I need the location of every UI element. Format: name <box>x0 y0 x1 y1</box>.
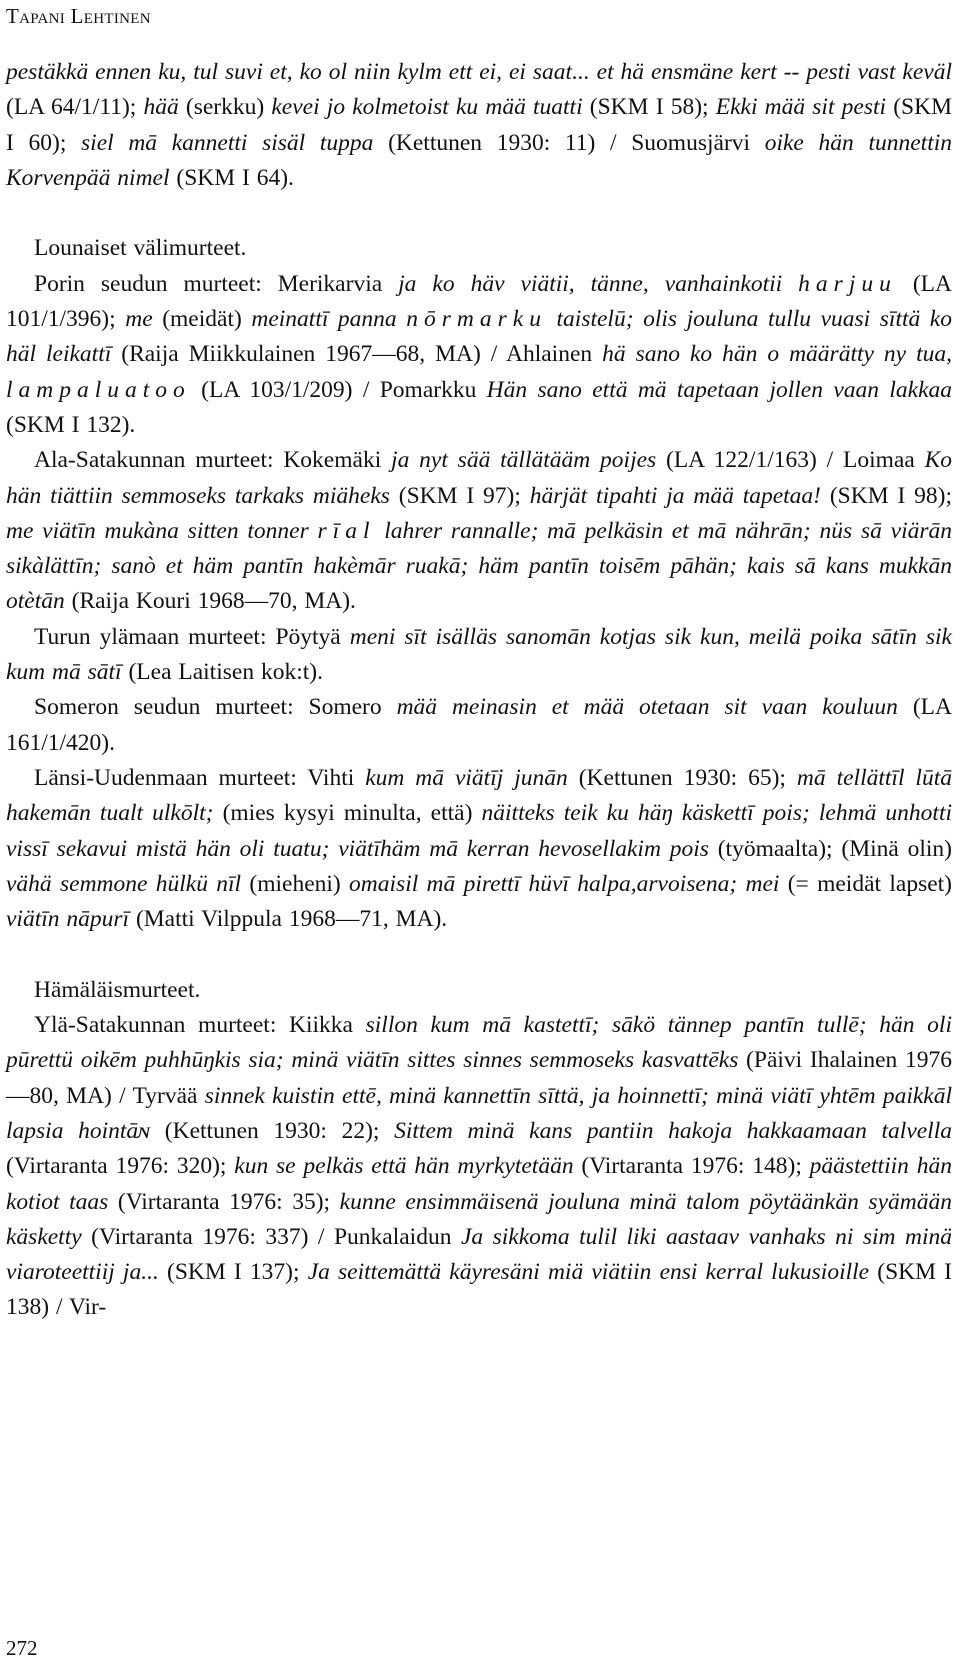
dialect-quote: me viätīn mukàna sitten tonner <box>6 517 318 544</box>
dialect-quote: mää meinasin et mää otetaan sit vaan kouluun <box>396 694 898 721</box>
source-reference: (Virtaranta 1976: 35); <box>108 1188 340 1215</box>
gloss: (työmaalta); (Minä olin) <box>708 835 953 862</box>
dialect-quote: meni sīt isälläs sanomān kotjas sik kun, meilä poika sātīn sik kum mā sātī <box>6 623 952 686</box>
source-reference: (Raija Miikkulainen 1967—68, MA) / Ahlainen <box>111 341 603 368</box>
dialect-area-label: Länsi-Uudenmaan murteet: Vihti <box>34 764 366 791</box>
dialect-quote: härjät tipahti ja mää tapetaa! <box>529 482 822 509</box>
dialect-quote: ja ko häv viätii, tänne, vanhainkotii <box>398 270 799 297</box>
paragraph-lansi-uudenmaan <box>6 761 952 937</box>
dialect-quote: sinnek kuistin ettē, minä kannettīn sīttä, ja hoinnettī; minä viätī yhtēm paikkāl lapsia hointāɴ <box>6 1082 953 1144</box>
dialect-quote: näitteks teik ku häŋ käskettī pois; lehmä unhotti vissī sekavui mistä hän oli tuatu; viätīhäm mā kerran hevosellakim pois <box>6 800 953 862</box>
dialect-quote: Hän sano että mä tapetaan jollen vaan lakkaa <box>486 376 952 403</box>
spaced-emphasis: harjuu <box>798 270 897 297</box>
dialect-quote: ja nyt sää tällätääm poijes <box>391 447 657 474</box>
source-reference: (LA 122/1/163) / Loimaa <box>656 447 925 474</box>
dialect-quote: oike hän tunnettin Korvenpää nimel <box>6 129 952 191</box>
dialect-quote: vähä semmone hülkü nīl <box>6 870 242 897</box>
dialect-quote: mā tellättīl lūtā hakemān tualt ulkōlt; <box>6 764 952 827</box>
dialect-quote: Ja sikkoma tulil liki aastaav vanhaks ni sim minä viaroteettiij ja... <box>6 1223 952 1286</box>
source-reference: (LA 103/1/209) / Pomarkku <box>190 376 487 403</box>
dialect-area-label: Ala-Satakunnan murteet: Kokemäki <box>34 447 392 474</box>
paragraph-porin-seudun <box>6 267 952 443</box>
dialect-quote: lahrer rannalle; mā pelkäsin et mā nährān; nüs sā viärān sikàlättīn; sanò et häm pantīn hakèmār ruakā; häm pantīn toisēm pāhän; kais sā kans mukkān otètān <box>6 517 952 615</box>
gloss: (serkku) <box>178 94 272 121</box>
dialect-quote: Ja seittemättä käyresäni miä viätiin ensi kerral lukusioille <box>307 1259 870 1286</box>
gloss: (mies kysyi minulta, että) <box>213 800 482 827</box>
gloss: (mieheni) <box>241 870 350 897</box>
source-reference: (SKM I 60); <box>6 94 952 156</box>
dialect-quote: Ko hän tiättiin semmoseks tarkaks miäheks <box>6 447 953 509</box>
dialect-quote: kevei jo kolmetoist ku mää tuatti <box>271 94 583 121</box>
dialect-quote: päästettiin hän kotiot taas <box>6 1153 952 1215</box>
source-reference: (Virtaranta 1976: 148); <box>573 1153 810 1180</box>
gloss: (meidät) <box>152 306 252 333</box>
dialect-quote: sillon kum mā kastettī; sākö tännep pantīn tullē; hän oli pūrettü oikēm puhhūŋkis sia; minä viätīn sittes sinnes semmoseks kasvattēks <box>6 1012 952 1074</box>
spaced-emphasis: nōrmarku <box>406 306 547 333</box>
section-heading-lounaiset: Lounaiset välimurteet. <box>34 235 247 262</box>
dialect-quote: omaisil mā pirettī hüvī halpa,arvoisena; <box>349 870 738 897</box>
dialect-quote: hää <box>143 94 179 121</box>
paragraph-yla-satakunnan <box>6 1008 952 1326</box>
source-reference: (SKM I 97); <box>389 482 530 509</box>
paragraph-pestakka <box>6 55 952 196</box>
dialect-quote: viätīn nāpurī <box>6 906 130 933</box>
dialect-quote: me <box>125 306 153 333</box>
source-reference: (LA 64/1/11); <box>6 94 144 121</box>
gloss: (= meidät lapset) <box>779 870 952 897</box>
dialect-quote: Sittem minä kans pantiin hakoja hakkaamaan talvella <box>394 1117 952 1144</box>
source-reference: (SKM I 98); <box>821 482 952 509</box>
source-reference: (Raija Kouri 1968—70, MA). <box>64 588 356 615</box>
dialect-quote: mei <box>745 870 780 897</box>
spaced-emphasis: lampaluatoo <box>6 376 191 403</box>
source-reference: (SKM I 64). <box>169 164 294 191</box>
dialect-quote: Ekki mää sit pesti <box>715 94 887 121</box>
source-reference: (SKM I 58); <box>582 94 716 121</box>
dialect-quote: kun se pelkäs että hän myrkytetään <box>234 1153 574 1180</box>
source-reference: (SKM I 132). <box>6 411 136 438</box>
source-reference: (SKM I 138) / Vir- <box>6 1259 953 1321</box>
source-reference: (Virtaranta 1976: 337) / Punkalaidun <box>81 1223 461 1250</box>
source-reference: (Matti Vilppula 1968—71, MA). <box>129 906 448 933</box>
running-head: Tapani Lehtinen <box>6 4 151 28</box>
dialect-quote: kunne ensimmäisenä jouluna minä talom pöytäänkän syämään käsketty <box>6 1188 952 1250</box>
spaced-emphasis: rīal <box>317 517 376 544</box>
source-reference: (LA 101/1/396); <box>6 270 952 333</box>
dialect-quote: meinattī panna <box>251 306 407 333</box>
body-text <box>6 55 952 1326</box>
paragraph-turun-ylamaan <box>6 620 952 691</box>
source-reference: unen 1930: 22); <box>213 1117 395 1144</box>
dialect-area-label: Porin seudun murteet: Merikarvia <box>34 270 399 297</box>
source-reference: (Kettunen 1930: 11) / Suomusjärvi <box>373 129 765 156</box>
dialect-area-label: Someron seudun murteet: Somero <box>34 694 397 721</box>
dialect-quote: hä sano ko hän o määrätty ny tua, <box>602 341 952 368</box>
paragraph-ala-satakunnan <box>6 443 952 619</box>
dialect-quote: pestäkkä ennen ku, tul suvi et, ko ol niin kylm ett ei, ei saat... et hä ensmäne kert -- pesti vast keväl <box>6 59 952 85</box>
dialect-area-label: Turun ylämaan murteet: Pöytyä <box>34 623 350 650</box>
source-reference: (Päivi Ihalainen 1976—80, MA) / Tyrvää <box>6 1047 952 1109</box>
dialect-quote: kum mā viätīj junān <box>365 764 568 791</box>
source-reference: (SKM I 137); <box>158 1259 308 1286</box>
source-reference: (Lea Laitisen kok:t). <box>121 659 323 686</box>
page-number: 272 <box>6 1636 38 1660</box>
dialect-area-label: Ylä-Satakunnan murteet: Kiikka <box>34 1012 366 1039</box>
source-reference: (Virtaranta 1976: 320); <box>6 1153 235 1180</box>
section-heading-hamalais: Hämäläismurteet. <box>34 976 201 1003</box>
paragraph-someron-seudun <box>6 690 952 761</box>
dialect-quote: taistelū; olis jouluna tullu vuasi sīttä ko häl leikattī <box>6 306 952 368</box>
source-reference: (LA 161/1/420). <box>6 694 953 756</box>
source-reference: (Kettunen 1930: 65); <box>567 764 797 791</box>
source-reference: (Kett <box>150 1117 214 1144</box>
dialect-quote: siel mā kannetti sisäl tuppa <box>81 129 374 156</box>
